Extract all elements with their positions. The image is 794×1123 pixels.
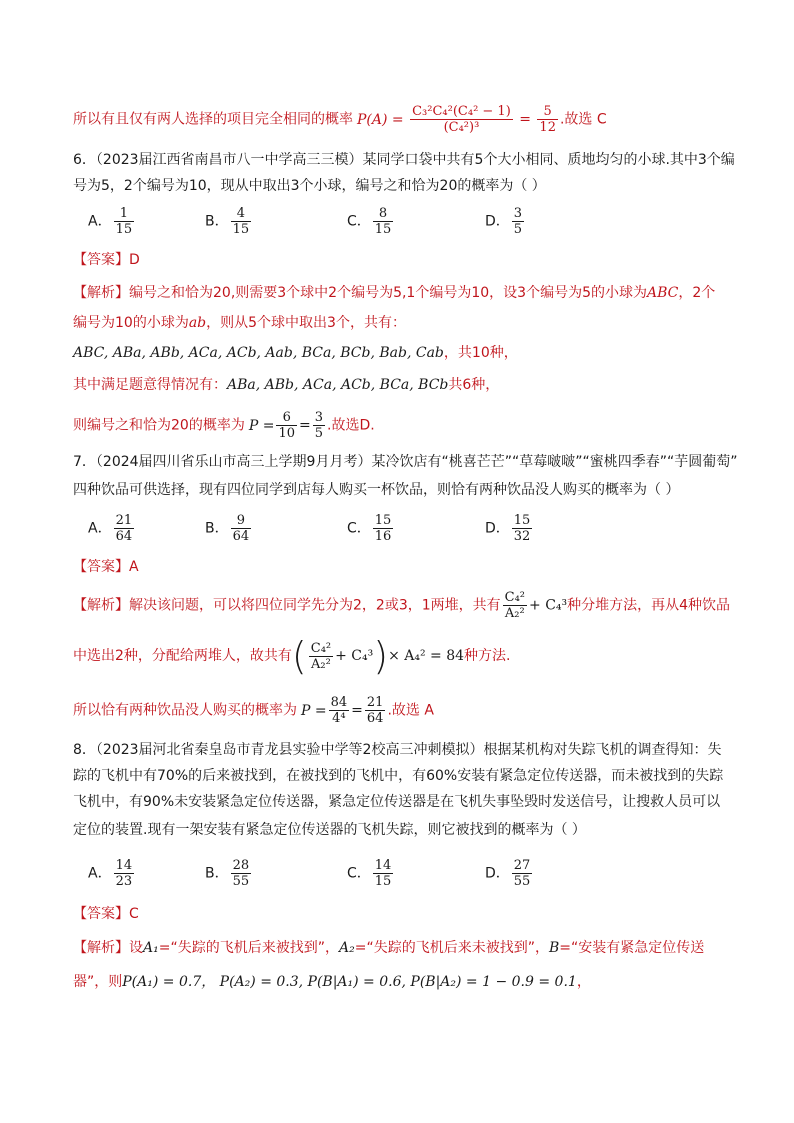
prob-lhs: P = bbox=[301, 702, 327, 719]
q8-stem-line4: 定位的装置.现有一架安装有紧急定位传送器的飞机失踪，则它被找到的概率为（ ） bbox=[73, 822, 586, 838]
q7-option-c[interactable] bbox=[347, 513, 395, 544]
option-den: 23 bbox=[115, 874, 133, 889]
intro-text: 所以有且仅有两人选择的项目完全相同的概率 bbox=[73, 111, 353, 128]
q7-analysis-line2 bbox=[73, 636, 754, 676]
analysis-math: ABa, ABb, ACa, ACb, BCa, BCb bbox=[227, 377, 449, 393]
frac-den: 5 bbox=[314, 426, 323, 441]
option-label: B． bbox=[205, 520, 229, 537]
option-fraction bbox=[231, 206, 252, 237]
intro-frac-den: (C₄²)³ bbox=[443, 120, 480, 135]
option-fraction bbox=[512, 858, 533, 889]
analysis-text: =“失踪的飞机后来被找到”， bbox=[158, 940, 339, 956]
option-num: 14 bbox=[374, 858, 392, 873]
q7-option-d[interactable] bbox=[485, 513, 534, 544]
intro-frac-num: C₃²C₄²(C₄² − 1) bbox=[412, 104, 511, 119]
q6-stem-line2: 号为5，2个编号为10，现从中取出3个小球，编号之和恰为20的概率为（ ） bbox=[73, 178, 546, 194]
frac-den: A₂² bbox=[504, 606, 525, 621]
option-fraction bbox=[373, 858, 394, 889]
q7-option-a[interactable] bbox=[88, 513, 136, 544]
eq-sign: = bbox=[351, 702, 363, 719]
option-label: A． bbox=[88, 520, 112, 537]
q6-stem-line1: 6．（2023届江西省南昌市八一中学高三三模）某同学口袋中共有5个大小相同、质地均匀的小球.其中3个编 bbox=[73, 152, 735, 168]
analysis-text: =“失踪的飞机后来未被找到”， bbox=[354, 940, 549, 956]
q8-option-c[interactable] bbox=[347, 858, 395, 889]
option-num: 9 bbox=[231, 513, 252, 529]
analysis-text: 设 bbox=[129, 940, 143, 956]
analysis-math: P(A₁) = 0.7， P(A₂) = 0.3, P(B|A₁) = 0.6, P(B|A₂) = 1 − 0.9 = 0.1 bbox=[122, 974, 577, 990]
q7-answer bbox=[73, 557, 754, 577]
frac-num: 6 bbox=[276, 410, 297, 426]
eq-sign: = bbox=[298, 417, 311, 434]
analysis-math: × A₄² = 84 bbox=[388, 648, 465, 664]
q8-option-a[interactable] bbox=[88, 858, 136, 889]
option-fraction bbox=[231, 513, 252, 544]
answer-value: C bbox=[129, 906, 139, 922]
analysis-text: ，2个 bbox=[678, 285, 716, 301]
intro-fraction bbox=[410, 104, 513, 135]
frac-num: 84 bbox=[330, 695, 348, 710]
option-den: 5 bbox=[513, 222, 523, 237]
q8-analysis-line1 bbox=[73, 938, 754, 958]
option-label: D． bbox=[485, 865, 510, 882]
frac-num: 3 bbox=[314, 410, 323, 425]
q7-analysis-prob bbox=[73, 695, 754, 726]
analysis-text: ， bbox=[576, 974, 591, 990]
option-fraction bbox=[512, 513, 533, 544]
frac-den: 10 bbox=[278, 426, 295, 441]
left-paren-icon: ( bbox=[291, 634, 307, 678]
analysis-text: 种分堆方法，再从4种饮品 bbox=[567, 597, 731, 614]
option-label: C． bbox=[347, 865, 371, 882]
option-den: 15 bbox=[374, 222, 392, 237]
q8-stem-line3: 飞机中，有90%未安装紧急定位传送器，紧急定位传送器是在飞机失事坠毁时发送信号，让搜救人员可以 bbox=[73, 794, 721, 810]
intro-result-den: 12 bbox=[539, 120, 556, 135]
intro-formula-lhs: P(A) = bbox=[357, 111, 404, 128]
analysis-text: 共6种， bbox=[448, 377, 500, 393]
frac-num: C₄² bbox=[504, 590, 526, 605]
analysis-text: .故选 A bbox=[387, 702, 434, 719]
q8-option-d[interactable] bbox=[485, 858, 534, 889]
option-num: 15 bbox=[513, 513, 531, 528]
option-den: 15 bbox=[374, 874, 392, 889]
analysis-fraction bbox=[503, 590, 527, 621]
option-fraction bbox=[512, 206, 524, 237]
q7-analysis-line1 bbox=[73, 590, 754, 621]
analysis-math: A₁ bbox=[143, 940, 159, 956]
q6-option-d[interactable] bbox=[485, 206, 526, 237]
analysis-text: 种方法. bbox=[464, 648, 511, 664]
prob-fraction bbox=[276, 410, 297, 441]
analysis-text: 中选出2种，分配给两堆人，故共有 bbox=[73, 648, 292, 664]
analysis-math: + C₄³ bbox=[529, 597, 568, 614]
option-num: 21 bbox=[115, 513, 133, 528]
q6-analysis-line1 bbox=[73, 283, 754, 303]
answer-value: A bbox=[129, 559, 139, 575]
answer-tag: 【答案】 bbox=[73, 559, 129, 575]
option-num: 27 bbox=[513, 858, 531, 873]
q6-analysis-prob bbox=[73, 410, 754, 441]
frac-num: 21 bbox=[366, 695, 384, 710]
analysis-math: ABC, ABa, ABb, ACa, ACb, Aab, BCa, BCb, Bab, Cab bbox=[73, 345, 444, 361]
option-den: 55 bbox=[232, 874, 250, 889]
analysis-math: ABC bbox=[646, 285, 679, 301]
option-fraction bbox=[114, 513, 135, 544]
analysis-tag: 【解析】 bbox=[73, 940, 129, 956]
intro-result bbox=[537, 104, 558, 135]
option-den: 15 bbox=[232, 222, 250, 237]
analysis-text: 编号为10的小球为 bbox=[73, 315, 189, 331]
frac-den: 64 bbox=[366, 711, 384, 726]
analysis-text: 器”，则 bbox=[73, 974, 123, 990]
analysis-text: 则编号之和恰为20的概率为 bbox=[73, 417, 245, 434]
option-fraction bbox=[373, 513, 394, 544]
analysis-math: ab bbox=[188, 315, 207, 331]
frac-num: C₄² bbox=[310, 640, 332, 656]
option-num: 4 bbox=[231, 206, 252, 222]
option-den: 16 bbox=[374, 529, 392, 544]
analysis-text: ，则从5个球中取出3个，共有： bbox=[206, 315, 406, 331]
q6-option-c[interactable] bbox=[347, 206, 395, 237]
intro-line bbox=[73, 104, 754, 135]
right-paren-icon: ) bbox=[373, 634, 389, 678]
answer-value: D bbox=[129, 252, 140, 268]
option-num: 1 bbox=[114, 206, 135, 222]
intro-tail: .故选 C bbox=[559, 111, 607, 128]
option-fraction bbox=[231, 858, 252, 889]
prob-lhs: P = bbox=[248, 417, 275, 434]
analysis-text: 其中满足题意得情况有： bbox=[73, 377, 227, 393]
option-num: 3 bbox=[513, 206, 523, 221]
q8-answer bbox=[73, 904, 754, 924]
option-label: C． bbox=[347, 213, 371, 230]
q7-stem-line1: 7．（2024届四川省乐山市高三上学期9月月考）某冷饮店有“桃喜芒芒”“草莓啵啵”“蜜桃四季春”“芋圆葡萄” bbox=[73, 454, 738, 470]
q8-option-b[interactable] bbox=[205, 858, 253, 889]
option-label: A． bbox=[88, 213, 112, 230]
option-num: 28 bbox=[232, 858, 250, 873]
q6-option-a[interactable] bbox=[88, 206, 136, 237]
option-fraction bbox=[373, 206, 394, 237]
option-den: 64 bbox=[115, 529, 133, 544]
option-label: B． bbox=[205, 213, 229, 230]
q7-stem-line2: 四种饮品可供选择，现有四位同学到店每人购买一杯饮品，则恰有两种饮品没人购买的概率为（ ） bbox=[73, 482, 680, 498]
analysis-fraction bbox=[309, 641, 333, 672]
analysis-text: ，共10种， bbox=[443, 345, 518, 361]
option-label: D． bbox=[485, 213, 510, 230]
analysis-math: + C₄³ bbox=[335, 648, 374, 664]
intro-eq: = bbox=[519, 111, 531, 128]
q8-stem-line1: 8．（2023届河北省秦皇岛市青龙县实验中学等2校高三冲刺模拟）根据某机构对失踪飞机的调查得知：失 bbox=[73, 742, 722, 758]
option-den: 32 bbox=[513, 529, 531, 544]
q6-analysis-list bbox=[73, 343, 754, 363]
option-label: A． bbox=[88, 865, 112, 882]
frac-den: 4⁴ bbox=[332, 711, 346, 726]
option-den: 64 bbox=[232, 529, 250, 544]
option-fraction bbox=[114, 206, 135, 237]
q6-analysis-line2 bbox=[73, 313, 754, 333]
intro-result-num: 5 bbox=[537, 104, 558, 120]
q6-answer bbox=[73, 250, 754, 270]
prob-fraction bbox=[329, 695, 350, 726]
analysis-text: 解决该问题，可以将四位同学先分为2，2或3，1两堆，共有 bbox=[129, 597, 501, 614]
analysis-tag: 【解析】 bbox=[73, 597, 129, 614]
q8-stem-line2: 踪的飞机中有70%的后来被找到，在被找到的飞机中，有60%安装有紧急定位传送器，而未被找到的失踪 bbox=[73, 768, 724, 784]
answer-tag: 【答案】 bbox=[73, 906, 129, 922]
answer-tag: 【答案】 bbox=[73, 252, 129, 268]
analysis-text: .故选D. bbox=[327, 417, 375, 434]
option-den: 55 bbox=[513, 874, 531, 889]
q7-option-b[interactable] bbox=[205, 513, 253, 544]
analysis-math: A₂ bbox=[338, 940, 355, 956]
analysis-text: 编号之和恰为20,则需要3个球中2个编号为5,1个编号为10，设3个编号为5的小球为 bbox=[129, 285, 647, 301]
analysis-text: =“安装有紧急定位传送 bbox=[559, 940, 705, 956]
analysis-tag: 【解析】 bbox=[73, 285, 129, 301]
option-label: C． bbox=[347, 520, 371, 537]
analysis-text: 所以恰有两种饮品没人购买的概率为 bbox=[73, 702, 297, 719]
option-num: 8 bbox=[373, 206, 394, 222]
option-label: B． bbox=[205, 865, 229, 882]
frac-den: A₂² bbox=[311, 656, 331, 672]
option-label: D． bbox=[485, 520, 510, 537]
analysis-math: B bbox=[548, 940, 560, 956]
q6-option-b[interactable] bbox=[205, 206, 253, 237]
q8-analysis-line2 bbox=[73, 972, 754, 992]
q6-analysis-satisfy bbox=[73, 375, 754, 395]
option-num: 15 bbox=[374, 513, 392, 528]
option-den: 15 bbox=[115, 222, 133, 237]
option-num: 14 bbox=[115, 858, 133, 873]
option-fraction bbox=[114, 858, 135, 889]
prob-fraction bbox=[365, 695, 386, 726]
prob-fraction bbox=[313, 410, 325, 441]
